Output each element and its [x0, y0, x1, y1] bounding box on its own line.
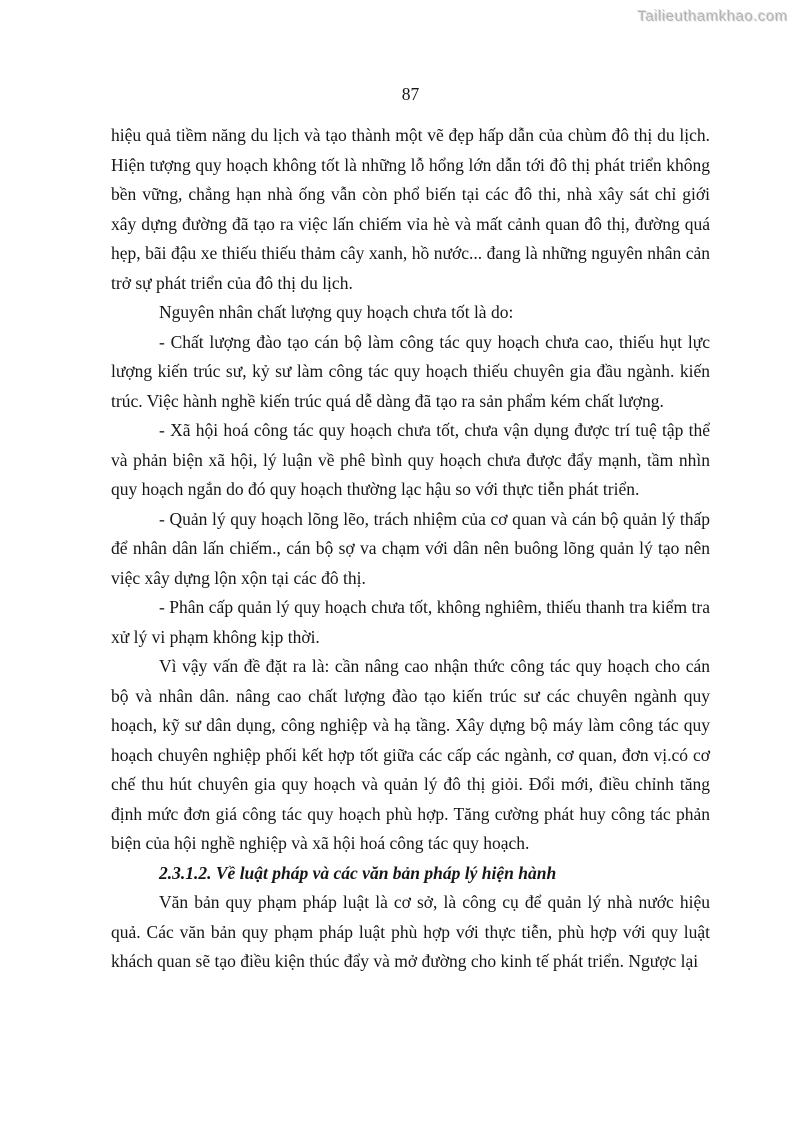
- paragraph: hiệu quả tiềm năng du lịch và tạo thành một vẽ đẹp hấp dẫn của chùm đô thị du lịch. Hiện tượng quy hoạch không tốt là những lỗ hổng lớn dẫn tới đô thị phát triển không bền vững, chẳng hạn nhà ống vẫn còn phổ biến tại các đô thi, nhà xây sát chỉ giới xây dựng đường đã tạo ra việc lấn chiếm vỉa hè và mất cảnh quan đô thị, đường quá hẹp, bãi đậu xe thiếu thiếu thảm cây xanh, hồ nước... đang là những nguyên nhân cản trở sự phát triển của đô thị du lịch.: [111, 125, 710, 293]
- page-number: 87: [401, 84, 420, 104]
- paragraph: - Quản lý quy hoạch lõng lẽo, trách nhiệm của cơ quan và cán bộ quản lý thấp để nhân dân lấn chiếm., cán bộ sợ va chạm với dân nên buông lõng quản lý tạo nên việc xây dựng lộn xộn tại các đô thị.: [111, 508, 710, 588]
- paragraph: - Phân cấp quản lý quy hoạch chưa tốt, không nghiêm, thiếu thanh tra kiểm tra xử lý vi phạm không kịp thời.: [111, 597, 710, 647]
- paragraph: Văn bản quy phạm pháp luật là cơ sở, là công cụ để quản lý nhà nước hiệu quả. Các văn bản quy phạm pháp luật phù hợp với thực tiễn, phù hợp với quy luật khách quan sẽ tạo điều kiện thúc đẩy và mở đường cho kinh tế phát triển. Ngược lại: [111, 892, 710, 971]
- paragraph: - Xã hội hoá công tác quy hoạch chưa tốt, chưa vận dụng được trí tuệ tập thể và phản biện xã hội, lý luận về phê bình quy hoạch chưa được đẩy mạnh, tầm nhìn quy hoạch ngắn do đó quy hoạch thường lạc hậu so với thực tiễn phát triển.: [111, 420, 710, 499]
- paragraph: Nguyên nhân chất lượng quy hoạch chưa tốt là do:: [159, 302, 514, 322]
- body-text: [111, 121, 710, 977]
- paragraph: Vì vậy vấn đề đặt ra là: cần nâng cao nhận thức công tác quy hoạch cho cán bộ và nhân dân. nâng cao chất lượng đào tạo kiến trúc sư các chuyên ngành quy hoạch, kỹ sư dân dụng, công nghiệp và hạ tầng. Xây dựng bộ máy làm công tác quy hoạch chuyên nghiệp phối kết hợp tốt giữa các cấp các ngành, cơ quan, đơn vị.có cơ chế thu hút chuyên gia quy hoạch và quản lý đô thị giỏi. Đổi mới, điều chỉnh tăng định mức đơn giá công tác quy hoạch phù hợp. Tăng cường phát huy công tác phản biện của hội nghề nghiệp và xã hội hoá công tác quy hoạch.: [111, 656, 710, 853]
- section-heading: 2.3.1.2. Về luật pháp và các văn bản pháp lý hiện hành: [159, 862, 557, 883]
- site-watermark: Tailieuthamkhao.com: [637, 8, 788, 25]
- paragraph: - Chất lượng đào tạo cán bộ làm công tác quy hoạch chưa cao, thiếu hụt lực lượng kiến trúc sư, kỷ sư làm công tác quy hoạch thiếu chuyên gia đầu ngành. kiến trúc. Việc hành nghề kiến trúc quá dễ dàng đã tạo ra sản phẩm kém chất lượng.: [111, 331, 710, 411]
